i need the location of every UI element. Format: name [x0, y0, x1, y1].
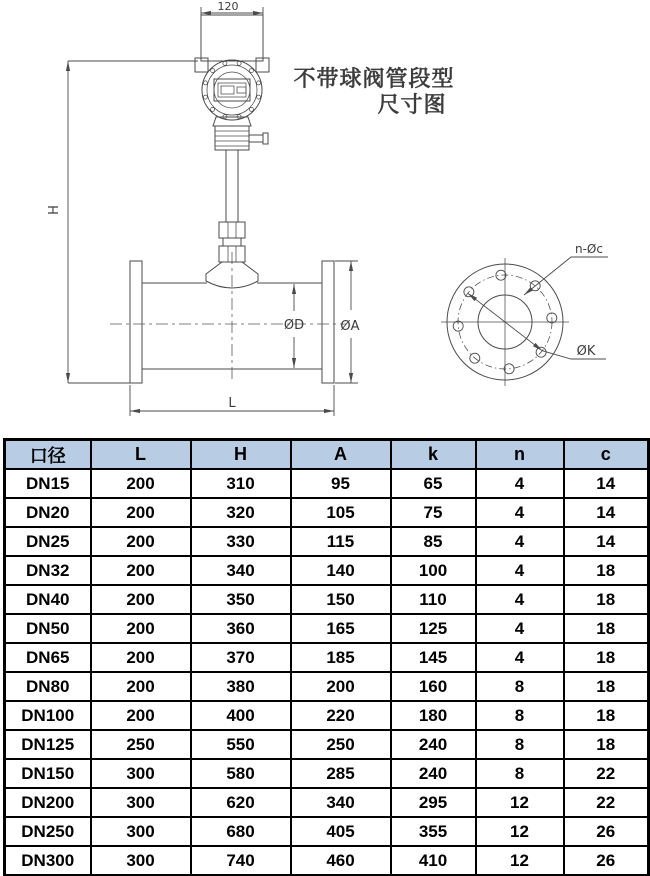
- table-cell: 26: [564, 817, 649, 846]
- cable-entry-stub: [249, 135, 263, 142]
- table-cell: 200: [91, 556, 191, 585]
- table-cell: 4: [476, 614, 564, 643]
- table-row: [5, 585, 649, 614]
- bezel-bolts: [203, 61, 260, 118]
- column-header: L: [91, 440, 191, 470]
- drawing-title: [293, 66, 454, 118]
- table-cell: 200: [91, 585, 191, 614]
- row-label: DN40: [5, 585, 91, 614]
- table-row: [5, 556, 649, 585]
- table-cell: 220: [291, 701, 391, 730]
- length-dimension: [130, 385, 334, 416]
- table-cell: 285: [291, 759, 391, 788]
- row-label: DN250: [5, 817, 91, 846]
- table-cell: 340: [191, 556, 291, 585]
- table-cell: 140: [291, 556, 391, 585]
- table-cell: 12: [476, 846, 564, 876]
- table-cell: 185: [291, 643, 391, 672]
- table-cell: 250: [91, 730, 191, 759]
- table-cell: 410: [391, 846, 476, 876]
- table-cell: 110: [391, 585, 476, 614]
- table-cell: 26: [564, 846, 649, 876]
- left-flange: [130, 261, 142, 383]
- neck-threads: [213, 117, 268, 150]
- table-cell: 350: [191, 585, 291, 614]
- column-header: k: [391, 440, 476, 470]
- table-cell: 4: [476, 527, 564, 556]
- table-cell: 550: [191, 730, 291, 759]
- dim-h-label: H: [47, 205, 62, 215]
- table-cell: 18: [564, 672, 649, 701]
- table-row: [5, 817, 649, 846]
- dim-120-label: 120: [217, 0, 239, 13]
- dim-a-label: ØA: [340, 319, 360, 334]
- table-cell: 160: [391, 672, 476, 701]
- table-cell: 180: [391, 701, 476, 730]
- table-cell: 740: [191, 846, 291, 876]
- table-cell: 300: [91, 759, 191, 788]
- row-label: DN100: [5, 701, 91, 730]
- header-row: [5, 440, 649, 470]
- dimension-table-body: [5, 469, 649, 876]
- table-cell: 300: [91, 817, 191, 846]
- row-label: DN65: [5, 643, 91, 672]
- table-cell: 240: [391, 730, 476, 759]
- table-cell: 150: [291, 585, 391, 614]
- table-cell: 8: [476, 759, 564, 788]
- table-cell: 200: [291, 672, 391, 701]
- table-cell: 12: [476, 788, 564, 817]
- table-cell: 295: [391, 788, 476, 817]
- table-cell: 240: [391, 759, 476, 788]
- table-cell: 370: [191, 643, 291, 672]
- table-cell: 14: [564, 498, 649, 527]
- right-flange: [322, 261, 334, 383]
- table-cell: 405: [291, 817, 391, 846]
- table-cell: 18: [564, 556, 649, 585]
- table-cell: 18: [564, 701, 649, 730]
- table-row: [5, 730, 649, 759]
- table-cell: 4: [476, 585, 564, 614]
- table-cell: 300: [91, 788, 191, 817]
- table-row: [5, 527, 649, 556]
- top-width-dimension: [201, 0, 263, 15]
- column-header: H: [191, 440, 291, 470]
- table-cell: 12: [476, 817, 564, 846]
- table-cell: 165: [291, 614, 391, 643]
- table-cell: 22: [564, 788, 649, 817]
- table-row: [5, 788, 649, 817]
- row-label: DN50: [5, 614, 91, 643]
- table-cell: 320: [191, 498, 291, 527]
- table-cell: 125: [391, 614, 476, 643]
- table-row: [5, 643, 649, 672]
- table-cell: 355: [391, 817, 476, 846]
- row-label: DN32: [5, 556, 91, 585]
- table-cell: 4: [476, 556, 564, 585]
- column-header: A: [291, 440, 391, 470]
- table-cell: 200: [91, 469, 191, 498]
- table-cell: 18: [564, 585, 649, 614]
- table-row: [5, 469, 649, 498]
- lcd-display: [214, 79, 250, 101]
- height-dimension: [47, 61, 198, 383]
- technical-drawing: [0, 0, 650, 437]
- column-header: c: [564, 440, 649, 470]
- title-line2: 尺寸图: [377, 93, 447, 118]
- row-label: DN25: [5, 527, 91, 556]
- table-cell: 95: [291, 469, 391, 498]
- table-cell: 200: [91, 614, 191, 643]
- table-cell: 310: [191, 469, 291, 498]
- table-row: [5, 614, 649, 643]
- table-cell: 360: [191, 614, 291, 643]
- table-cell: 8: [476, 730, 564, 759]
- table-cell: 105: [291, 498, 391, 527]
- cable-entry-cap: [263, 133, 268, 144]
- flange-face-view: [441, 242, 608, 386]
- table-cell: 18: [564, 730, 649, 759]
- table-cell: 300: [91, 846, 191, 876]
- column-header: n: [476, 440, 564, 470]
- table-cell: 115: [291, 527, 391, 556]
- row-label: DN150: [5, 759, 91, 788]
- table-cell: 200: [91, 643, 191, 672]
- centerlines: [110, 252, 346, 380]
- title-line1: 不带球阀管段型: [293, 67, 455, 92]
- row-label: DN80: [5, 672, 91, 701]
- dimension-table: [3, 438, 650, 876]
- table-cell: 400: [191, 701, 291, 730]
- table-cell: 75: [391, 498, 476, 527]
- table-row: [5, 701, 649, 730]
- table-cell: 200: [91, 672, 191, 701]
- table-cell: 460: [291, 846, 391, 876]
- table-cell: 22: [564, 759, 649, 788]
- inner-diameter-dimension: [284, 284, 304, 368]
- table-cell: 250: [291, 730, 391, 759]
- table-row: [5, 846, 649, 876]
- table-cell: 65: [391, 469, 476, 498]
- table-cell: 200: [91, 498, 191, 527]
- table-cell: 100: [391, 556, 476, 585]
- row-label: DN15: [5, 469, 91, 498]
- table-cell: 8: [476, 701, 564, 730]
- table-cell: 4: [476, 469, 564, 498]
- table-cell: 18: [564, 614, 649, 643]
- table-cell: 340: [291, 788, 391, 817]
- table-cell: 14: [564, 469, 649, 498]
- table-cell: 4: [476, 643, 564, 672]
- table-cell: 580: [191, 759, 291, 788]
- table-cell: 200: [91, 701, 191, 730]
- table-cell: 380: [191, 672, 291, 701]
- dim-k-label: ØK: [576, 344, 596, 359]
- table-cell: 330: [191, 527, 291, 556]
- table-cell: 620: [191, 788, 291, 817]
- transmitter-head: [195, 15, 269, 120]
- table-row: [5, 759, 649, 788]
- flange-od-dimension: [335, 261, 360, 383]
- row-label: DN300: [5, 846, 91, 876]
- table-cell: 85: [391, 527, 476, 556]
- table-cell: 200: [91, 527, 191, 556]
- column-header: 口径: [5, 440, 91, 470]
- row-label: DN20: [5, 498, 91, 527]
- dim-nc-label: n-Øc: [575, 242, 603, 256]
- table-cell: 145: [391, 643, 476, 672]
- row-label: DN125: [5, 730, 91, 759]
- dim-d-label: ØD: [283, 318, 305, 333]
- table-cell: 8: [476, 672, 564, 701]
- bolt-holes-callout: [524, 242, 608, 295]
- table-cell: 18: [564, 643, 649, 672]
- table-cell: 14: [564, 527, 649, 556]
- sensor-stem: [226, 150, 238, 222]
- table-row: [5, 672, 649, 701]
- table-cell: 4: [476, 498, 564, 527]
- row-label: DN200: [5, 788, 91, 817]
- dimension-table-head: [5, 440, 649, 470]
- table-cell: 680: [191, 817, 291, 846]
- dim-l-label: L: [228, 396, 236, 411]
- table-row: [5, 498, 649, 527]
